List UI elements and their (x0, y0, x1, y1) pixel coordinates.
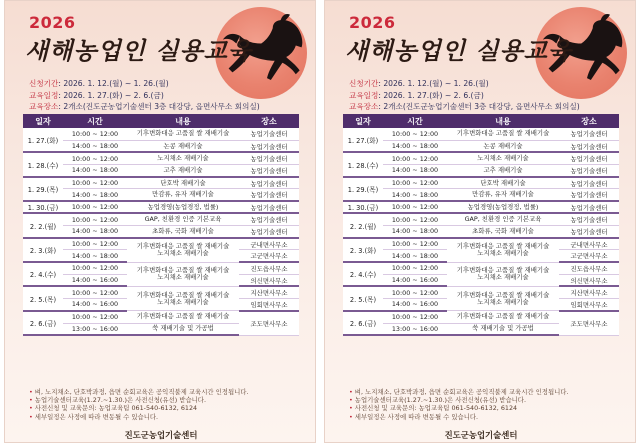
time-cell: 14:00 ~ 18:00 (383, 226, 447, 238)
time-cell: 14:00 ~ 18:00 (63, 250, 127, 262)
time-cell: 10:00 ~ 12:00 (63, 201, 127, 213)
date-cell: 1. 28.(수) (343, 152, 383, 176)
content-cell: 기후변화대응 고품질 쌀 재배기술 노지채소 재배기술 (127, 238, 239, 262)
info-value: : 2026. 1. 27.(화) ~ 2. 6.(금) (378, 91, 484, 100)
table-row (23, 213, 299, 225)
time-cell: 10:00 ~ 12:00 (63, 213, 127, 225)
note-item: • 농업기술센터교육(1.27.~1.30.)은 사전신청(유선) 받습니다. (349, 396, 527, 405)
place-cell: 임회면사무소 (239, 299, 299, 311)
place-cell: 농업기술센터 (239, 226, 299, 238)
table-row (23, 140, 299, 152)
header-place: 장소 (559, 114, 619, 128)
time-cell: 10:00 ~ 12:00 (63, 311, 127, 323)
note-text: 농업기술센터교육(1.27.~1.30.)은 사전신청(유선) 받습니다. (354, 396, 527, 405)
header-date: 일자 (343, 114, 383, 128)
table-row (343, 152, 619, 164)
place-cell: 조도면사무소 (559, 311, 619, 335)
place-cell: 진도읍사무소 (239, 262, 299, 274)
content-cell: GAP, 친환경 인증 기본교육 (127, 213, 239, 225)
content-cell: 기후변화대응 고품질 쌀 재배기술 노지채소 재배기술 (447, 286, 559, 310)
date-cell: 1. 27.(화) (343, 128, 383, 152)
info-label: 신청기간 (349, 79, 379, 88)
content-cell: 기후변화대응 고품질 쌀 재배기술 (447, 128, 559, 140)
place-cell: 농업기술센터 (239, 189, 299, 201)
info-value: : 2개소(진도군농업기술센터 3층 대강당, 읍면사무소 회의실) (58, 102, 260, 111)
table-row (23, 262, 299, 274)
place-cell: 고군면사무소 (239, 250, 299, 262)
table-row (23, 311, 299, 323)
info-label: 교육일정 (349, 91, 379, 100)
table-row (343, 311, 619, 323)
place-cell: 농업기술센터 (559, 165, 619, 177)
poster-year: 2026 (349, 13, 396, 32)
header-time: 시간 (383, 114, 447, 128)
time-cell: 10:00 ~ 12:00 (383, 262, 447, 274)
header-place: 장소 (239, 114, 299, 128)
place-cell: 농업기술센터 (239, 165, 299, 177)
header-content: 내용 (447, 114, 559, 128)
table-row (23, 177, 299, 189)
note-item: • 세부일정은 사정에 따라 변동될 수 있습니다. (29, 412, 159, 421)
table-row (23, 201, 299, 213)
time-cell: 10:00 ~ 12:00 (383, 201, 447, 213)
content-cell: 기후변화대응 고품질 쌀 재배기술 노지채소 재배기술 (127, 286, 239, 310)
place-cell: 농업기술센터 (239, 201, 299, 213)
note-text: 농업기술센터교육(1.27.~1.30.)은 사전신청(유선) 받습니다. (34, 396, 207, 405)
schedule-table (23, 114, 299, 336)
place-cell: 군내면사무소 (239, 238, 299, 250)
time-cell: 14:00 ~ 18:00 (383, 189, 447, 201)
content-cell: 노지채소 재배기술 (447, 152, 559, 164)
note-text: 세부일정은 사정에 따라 변동될 수 있습니다. (34, 412, 159, 421)
place-cell: 임회면사무소 (559, 299, 619, 311)
place-cell: 농업기술센터 (239, 152, 299, 164)
content-cell: 쑥 재배기술 및 가공법 (127, 323, 239, 335)
place-cell: 농업기술센터 (559, 177, 619, 189)
info-application-period (29, 78, 169, 89)
time-cell: 10:00 ~ 12:00 (383, 286, 447, 298)
note-item: • 벼, 노지채소, 단호박과정, 읍면 순회교육은 공익직불제 교육시간 인정됩니다. (349, 388, 569, 396)
content-cell: 만감류, 유자 재배기술 (127, 189, 239, 201)
content-cell: 고추 재배기술 (447, 165, 559, 177)
date-cell: 2. 5.(목) (23, 286, 63, 310)
content-cell: 농업경영(농업경정, 법률) (127, 201, 239, 213)
table-row (343, 140, 619, 152)
info-education-venue (29, 101, 260, 112)
info-application-period (349, 78, 489, 89)
header-content: 내용 (127, 114, 239, 128)
content-cell: 초화류, 국화 재배기술 (127, 226, 239, 238)
info-value: : 2026. 1. 27.(화) ~ 2. 6.(금) (58, 91, 164, 100)
place-cell: 농업기술센터 (559, 152, 619, 164)
time-cell: 10:00 ~ 12:00 (63, 286, 127, 298)
info-education-schedule (29, 90, 164, 101)
date-cell: 2. 6.(금) (343, 311, 383, 335)
date-cell: 2. 3.(화) (23, 238, 63, 262)
place-cell: 농업기술센터 (239, 213, 299, 225)
header-date: 일자 (23, 114, 63, 128)
place-cell: 의신면사무소 (559, 274, 619, 286)
content-cell: 기후변화대응 고품질 쌀 재배기술 노지채소 재배기술 (447, 262, 559, 286)
place-cell: 농업기술센터 (559, 226, 619, 238)
content-cell: 단호박 재배기술 (127, 177, 239, 189)
time-cell: 14:00 ~ 16:00 (63, 299, 127, 311)
content-cell: 기후변화대응 고품질 쌀 재배기술 노지채소 재배기술 (447, 238, 559, 262)
time-cell: 14:00 ~ 16:00 (63, 274, 127, 286)
table-row (23, 286, 299, 298)
content-cell: 노지채소 재배기술 (127, 152, 239, 164)
time-cell: 14:00 ~ 18:00 (383, 250, 447, 262)
date-cell: 2. 4.(수) (343, 262, 383, 286)
content-cell: 기후변화대응 고품질 쌀 재배기술 (447, 311, 559, 323)
content-cell: 기후변화대응 고품질 쌀 재배기술 (127, 311, 239, 323)
table-row (343, 286, 619, 298)
content-cell: 기후변화대응 고품질 쌀 재배기술 노지채소 재배기술 (127, 262, 239, 286)
time-cell: 10:00 ~ 12:00 (383, 152, 447, 164)
time-cell: 10:00 ~ 12:00 (383, 238, 447, 250)
note-text: 세부일정은 사정에 따라 변동될 수 있습니다. (354, 412, 479, 421)
place-cell: 의신면사무소 (239, 274, 299, 286)
date-cell: 2. 4.(수) (23, 262, 63, 286)
time-cell: 10:00 ~ 12:00 (383, 177, 447, 189)
time-cell: 10:00 ~ 12:00 (63, 128, 127, 140)
place-cell: 농업기술센터 (559, 140, 619, 152)
place-cell: 농업기술센터 (239, 177, 299, 189)
table-row (343, 238, 619, 250)
content-cell: 만감류, 유자 재배기술 (447, 189, 559, 201)
table-row (343, 213, 619, 225)
time-cell: 14:00 ~ 16:00 (383, 274, 447, 286)
time-cell: 13:00 ~ 16:00 (383, 323, 447, 335)
place-cell: 농업기술센터 (559, 128, 619, 140)
date-cell: 1. 29.(목) (343, 177, 383, 201)
date-cell: 1. 29.(목) (23, 177, 63, 201)
content-cell: 논콩 재배기술 (127, 140, 239, 152)
date-cell: 2. 2.(월) (343, 213, 383, 237)
time-cell: 10:00 ~ 12:00 (63, 177, 127, 189)
place-cell: 조도면사무소 (239, 311, 299, 335)
place-cell: 농업기술센터 (559, 213, 619, 225)
table-row (343, 128, 619, 140)
content-cell: 농업경영(농업경정, 법률) (447, 201, 559, 213)
footer-organization: 진도군농업기술센터 (444, 430, 518, 440)
header-time: 시간 (63, 114, 127, 128)
place-cell: 농업기술센터 (239, 140, 299, 152)
poster-year: 2026 (29, 13, 76, 32)
info-label: 교육일정 (29, 91, 59, 100)
time-cell: 10:00 ~ 12:00 (383, 213, 447, 225)
time-cell: 10:00 ~ 12:00 (383, 311, 447, 323)
table-row (23, 165, 299, 177)
content-cell: GAP, 친환경 인증 기본교육 (447, 213, 559, 225)
table-row (23, 226, 299, 238)
time-cell: 10:00 ~ 12:00 (63, 152, 127, 164)
table-row (343, 226, 619, 238)
date-cell: 2. 6.(금) (23, 311, 63, 335)
note-item: • 벼, 노지채소, 단호박과정, 읍면 순회교육은 공익직불제 교육시간 인정됩니다. (29, 388, 249, 396)
place-cell: 진도읍사무소 (559, 262, 619, 274)
note-item: • 사전신청 및 교육문의: 농업교육팀 061-540-6132, 6124 (29, 404, 198, 413)
table-row (23, 128, 299, 140)
poster-title: 새해농업인 실용교육 (345, 37, 573, 65)
notes (349, 388, 569, 421)
time-cell: 10:00 ~ 12:00 (63, 262, 127, 274)
place-cell: 농업기술센터 (559, 201, 619, 213)
note-item: • 농업기술센터교육(1.27.~1.30.)은 사전신청(유선) 받습니다. (29, 396, 207, 405)
date-cell: 2. 2.(월) (23, 213, 63, 237)
info-education-venue (349, 101, 580, 112)
content-cell: 고추 재배기술 (127, 165, 239, 177)
table-row (343, 165, 619, 177)
content-cell: 단호박 재배기술 (447, 177, 559, 189)
time-cell: 13:00 ~ 16:00 (63, 323, 127, 335)
place-cell: 고군면사무소 (559, 250, 619, 262)
time-cell: 14:00 ~ 18:00 (63, 140, 127, 152)
place-cell: 지산면사무소 (239, 286, 299, 298)
date-cell: 2. 3.(화) (343, 238, 383, 262)
info-value: : 2026. 1. 12.(월) ~ 1. 26.(월) (58, 79, 169, 88)
date-cell: 2. 5.(목) (343, 286, 383, 310)
note-item: • 세부일정은 사정에 따라 변동될 수 있습니다. (349, 412, 479, 421)
date-cell: 1. 30.(금) (23, 201, 63, 213)
table-row (343, 262, 619, 274)
info-label: 교육장소 (349, 102, 379, 111)
table-row (343, 189, 619, 201)
notes (29, 388, 249, 421)
time-cell: 14:00 ~ 18:00 (63, 189, 127, 201)
date-cell: 1. 28.(수) (23, 152, 63, 176)
note-text: 사전신청 및 교육문의: 농업교육팀 061-540-6132, 6124 (354, 404, 518, 413)
time-cell: 10:00 ~ 12:00 (383, 128, 447, 140)
info-education-schedule (349, 90, 484, 101)
time-cell: 14:00 ~ 18:00 (63, 226, 127, 238)
poster-left (4, 0, 316, 443)
footer-organization: 진도군농업기술센터 (124, 430, 198, 440)
info-label: 신청기간 (29, 79, 59, 88)
date-cell: 1. 27.(화) (23, 128, 63, 152)
poster-title: 새해농업인 실용교육 (25, 37, 253, 65)
note-text: 벼, 노지채소, 단호박과정, 읍면 순회교육은 공익직불제 교육시간 인정됩니다. (34, 388, 249, 396)
content-cell: 쑥 재배기술 및 가공법 (447, 323, 559, 335)
table-row (23, 189, 299, 201)
info-value: : 2026. 1. 12.(월) ~ 1. 26.(월) (378, 79, 489, 88)
date-cell: 1. 30.(금) (343, 201, 383, 213)
place-cell: 농업기술센터 (239, 128, 299, 140)
note-item: • 사전신청 및 교육문의: 농업교육팀 061-540-6132, 6124 (349, 404, 518, 413)
info-value: : 2개소(진도군농업기술센터 3층 대강당, 읍면사무소 회의실) (378, 102, 580, 111)
note-text: 사전신청 및 교육문의: 농업교육팀 061-540-6132, 6124 (34, 404, 198, 413)
place-cell: 지산면사무소 (559, 286, 619, 298)
time-cell: 14:00 ~ 18:00 (383, 140, 447, 152)
time-cell: 14:00 ~ 18:00 (383, 165, 447, 177)
table-row (343, 201, 619, 213)
place-cell: 군내면사무소 (559, 238, 619, 250)
content-cell: 기후변화대응 고품질 쌀 재배기술 (127, 128, 239, 140)
time-cell: 14:00 ~ 16:00 (383, 299, 447, 311)
place-cell: 농업기술센터 (559, 189, 619, 201)
content-cell: 초화류, 국화 재배기술 (447, 226, 559, 238)
poster-right (324, 0, 636, 443)
table-row (23, 238, 299, 250)
note-text: 벼, 노지채소, 단호박과정, 읍면 순회교육은 공익직불제 교육시간 인정됩니다. (354, 388, 569, 396)
content-cell: 논콩 재배기술 (447, 140, 559, 152)
info-label: 교육장소 (29, 102, 59, 111)
table-row (23, 152, 299, 164)
table-row (343, 177, 619, 189)
time-cell: 14:00 ~ 18:00 (63, 165, 127, 177)
schedule-table (343, 114, 619, 336)
time-cell: 10:00 ~ 12:00 (63, 238, 127, 250)
